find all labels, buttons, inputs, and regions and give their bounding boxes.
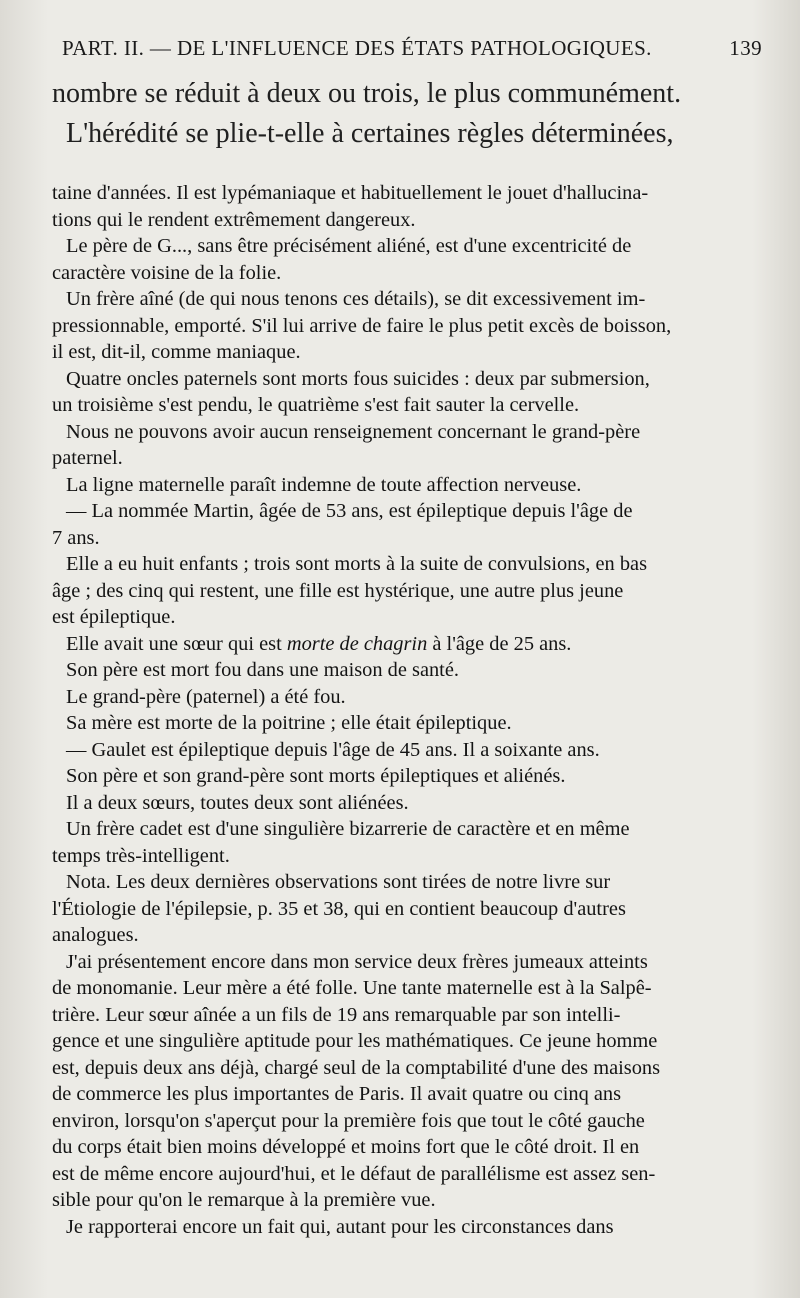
text-line: Sa mère est morte de la poitrine ; elle était épileptique. [66,712,512,734]
text-line: taine d'années. Il est lypémaniaque et habituellement le jouet d'hallucina- [52,182,649,204]
text-line: analogues. [52,924,139,946]
paragraph [52,1214,764,1241]
page-number: 139 [729,36,762,60]
paragraph [52,286,764,366]
paragraph [52,419,764,472]
paragraph [52,949,764,1214]
text-line: tions qui le rendent extrêmement dangereux. [52,208,416,231]
text-line: âge ; des cinq qui restent, une fille est hystérique, une autre plus jeune [52,579,624,602]
text-line: Un frère aîné (de qui nous tenons ces détails), se dit excessivement im- [66,288,646,310]
paragraph [52,233,764,286]
text-line: Elle avait une sœur qui est morte de chagrin à l'âge de 25 ans. [66,632,572,655]
overlay-line-2: L'hérédité se plie-t-elle à certaines règles déterminées, [66,118,674,149]
text-line: de commerce les plus importantes de Paris. Il avait quatre ou cinq ans [52,1083,622,1105]
paragraph [52,180,764,233]
paragraph [52,472,764,499]
paragraph [52,498,764,551]
paragraph [52,869,764,949]
paragraph [52,551,764,631]
text-line: — La nommée Martin, âgée de 53 ans, est épileptique depuis l'âge de [66,500,633,522]
text-line: environ, lorsqu'on s'aperçut pour la première fois que tout le côté gauche [52,1109,645,1132]
text-line: Son père est mort fou dans une maison de santé. [66,659,459,681]
paragraph [52,790,764,817]
text-line: Un frère cadet est d'une singulière bizarrerie de caractère et en même [66,818,630,840]
text-line: Le grand-père (paternel) a été fou. [66,685,346,708]
text-line: du corps était bien moins développé et moins fort que le côté droit. Il en [52,1136,640,1158]
text-line: Nous ne pouvons avoir aucun renseignement concernant le grand-père [66,420,641,443]
text-line: caractère voisine de la folie. [52,261,282,284]
text-line: il est, dit-il, comme maniaque. [52,341,301,363]
text-line: Le père de G..., sans être précisément aliéné, est d'une excentricité de [66,235,632,257]
text-line: est épileptique. [52,606,176,628]
text-line: trière. Leur sœur aînée a un fils de 19 ans remarquable par son intelli- [52,1003,621,1026]
text-line: un troisième s'est pendu, le quatrième s'est fait sauter la cervelle. [52,394,580,416]
text-line: est, depuis deux ans déjà, chargé seul de la comptabilité d'une des maisons [52,1056,661,1079]
paragraph [52,684,764,711]
text-line: Quatre oncles paternels sont morts fous suicides : deux par submersion, [66,367,650,390]
text-line: Je rapporterai encore un fait qui, autant pour les circonstances dans [66,1215,614,1238]
text-line: Son père et son grand-père sont morts épileptiques et aliénés. [66,765,566,787]
paragraph [52,631,764,658]
text-line: gence et une singulière aptitude pour les mathématiques. Ce jeune homme [52,1030,658,1052]
paragraph [52,657,764,684]
text-line: sible pour qu'on le remarque à la première vue. [52,1189,436,1211]
text-line: J'ai présentement encore dans mon service deux frères jumeaux atteints [66,950,648,973]
text-line: Il a deux sœurs, toutes deux sont aliénées. [66,791,409,814]
text-line: — Gaulet est épileptique depuis l'âge de 45 ans. Il a soixante ans. [66,738,600,761]
text-line: de monomanie. Leur mère a été folle. Une tante maternelle est à la Salpê- [52,977,652,999]
body-text [52,180,764,1240]
text-line: est de même encore aujourd'hui, et le défaut de parallélisme est assez sen- [52,1162,656,1185]
text-line: 7 ans. [52,526,100,549]
text-line: temps très-intelligent. [52,844,230,867]
text-line: Elle a eu huit enfants ; trois sont morts à la suite de convulsions, en bas [66,553,648,575]
paragraph [52,710,764,737]
paragraph [52,763,764,790]
paragraph [52,737,764,764]
running-title: PART. II. — DE L'INFLUENCE DES ÉTATS PATHOLOGIQUES. [62,36,652,60]
text-line: l'Étiologie de l'épilepsie, p. 35 et 38, qui en contient beaucoup d'autres [52,897,626,920]
text-line: pressionnable, emporté. S'il lui arrive de faire le plus petit excès de boisson, [52,314,672,337]
text-line: Nota. Les deux dernières observations sont tirées de notre livre sur [66,871,611,893]
paragraph [52,366,764,419]
overlay-line-1: nombre se réduit à deux ou trois, le plus communément. [52,78,682,109]
paragraph [52,816,764,869]
text-line: paternel. [52,447,123,469]
text-line: La ligne maternelle paraît indemne de toute affection nerveuse. [66,473,582,496]
running-head [62,36,762,61]
